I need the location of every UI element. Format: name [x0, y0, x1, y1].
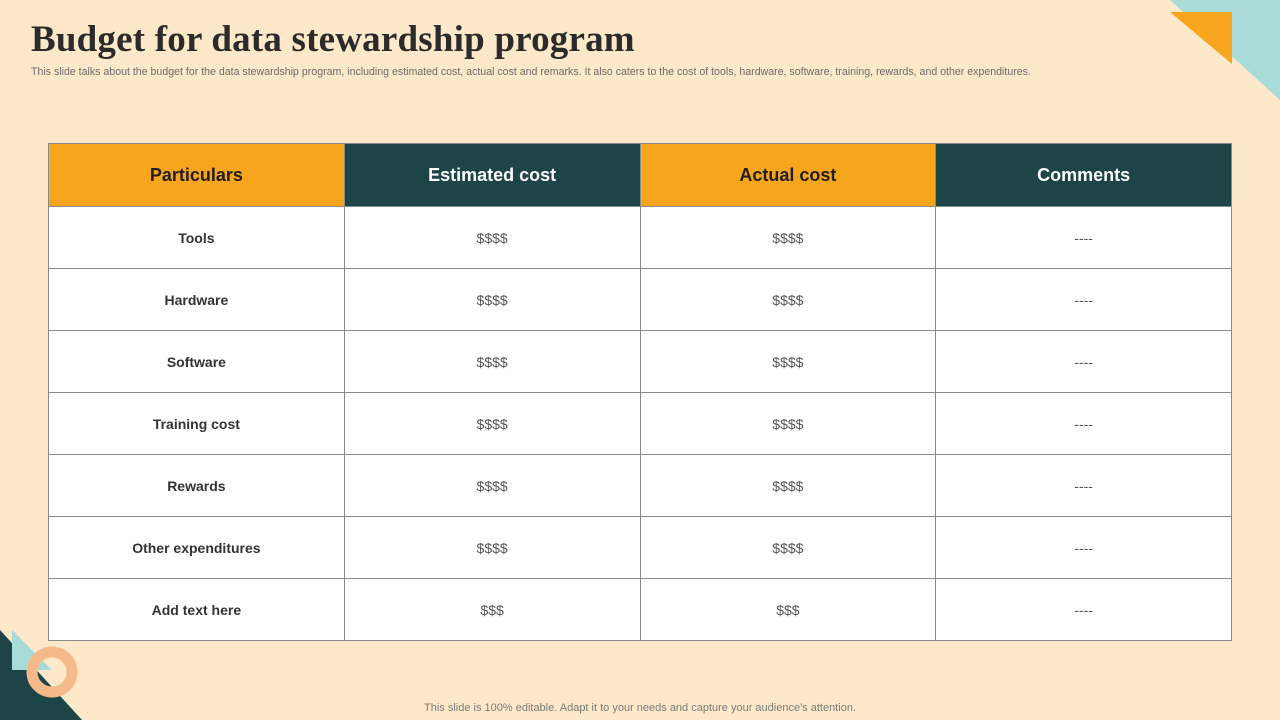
cell-estimated-cost: $$$$ [344, 393, 640, 455]
cell-particulars: Tools [49, 207, 345, 269]
cell-particulars: Software [49, 331, 345, 393]
cell-particulars: Rewards [49, 455, 345, 517]
cell-actual-cost: $$$$ [640, 393, 936, 455]
cell-estimated-cost: $$$ [344, 579, 640, 641]
cell-actual-cost: $$$ [640, 579, 936, 641]
header-actual-cost: Actual cost [640, 144, 936, 207]
header-particulars: Particulars [49, 144, 345, 207]
table-row [49, 455, 1232, 517]
table-row [49, 269, 1232, 331]
cell-particulars: Hardware [49, 269, 345, 331]
table-row [49, 331, 1232, 393]
header-estimated-cost: Estimated cost [344, 144, 640, 207]
cell-estimated-cost: $$$$ [344, 269, 640, 331]
cell-comments: ---- [936, 393, 1232, 455]
corner-decoration-top-right [1170, 0, 1280, 100]
cell-particulars: Training cost [49, 393, 345, 455]
cell-comments: ---- [936, 269, 1232, 331]
header-comments: Comments [936, 144, 1232, 207]
page-subtitle: This slide talks about the budget for the data stewardship program, including estimated cost, actual cost and remarks. It also caters to the cost of tools, hardware, software, training, rewards, and other expenditures. [31, 66, 1031, 78]
cell-estimated-cost: $$$$ [344, 517, 640, 579]
cell-estimated-cost: $$$$ [344, 455, 640, 517]
table-row [49, 393, 1232, 455]
cell-actual-cost: $$$$ [640, 269, 936, 331]
cell-particulars: Add text here [49, 579, 345, 641]
cell-estimated-cost: $$$$ [344, 331, 640, 393]
cell-comments: ---- [936, 455, 1232, 517]
footer-note: This slide is 100% editable. Adapt it to your needs and capture your audience's attention. [424, 702, 856, 714]
cell-comments: ---- [936, 517, 1232, 579]
cell-comments: ---- [936, 579, 1232, 641]
budget-table [48, 143, 1232, 641]
cell-estimated-cost: $$$$ [344, 207, 640, 269]
cell-actual-cost: $$$$ [640, 517, 936, 579]
cell-actual-cost: $$$$ [640, 455, 936, 517]
cell-comments: ---- [936, 207, 1232, 269]
page-title: Budget for data stewardship program [31, 19, 635, 60]
table-header-row [49, 144, 1232, 207]
table-row [49, 579, 1232, 641]
cell-actual-cost: $$$$ [640, 331, 936, 393]
table-row [49, 207, 1232, 269]
cell-particulars: Other expenditures [49, 517, 345, 579]
table-row [49, 517, 1232, 579]
cell-comments: ---- [936, 331, 1232, 393]
cell-actual-cost: $$$$ [640, 207, 936, 269]
